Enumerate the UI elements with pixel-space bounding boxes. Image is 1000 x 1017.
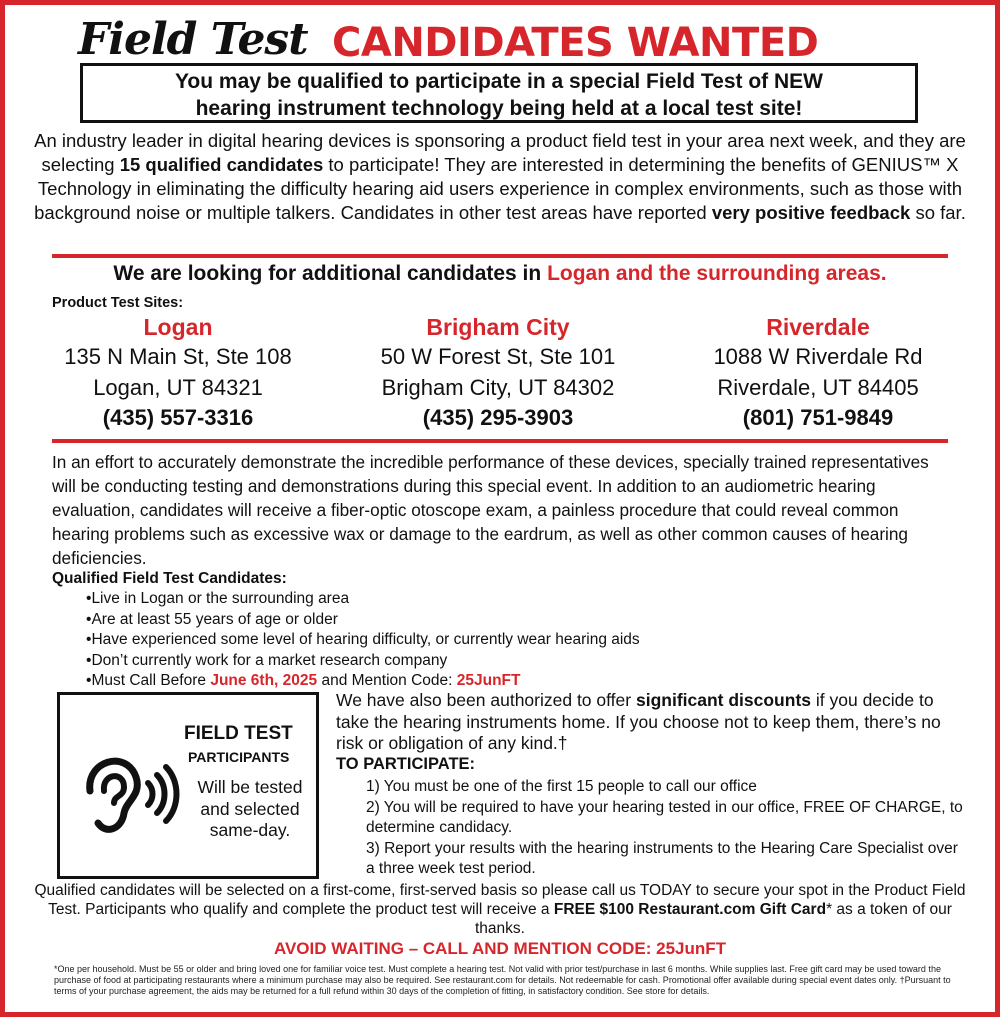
divider-bottom bbox=[52, 439, 948, 443]
badge-body: Will be tested and selected same-day. bbox=[197, 777, 303, 840]
site-riverdale bbox=[668, 313, 968, 433]
looking-heading bbox=[30, 262, 970, 286]
site-street: 135 N Main St, Ste 108 bbox=[64, 344, 292, 369]
closing-paragraph bbox=[30, 881, 970, 938]
site-phone[interactable]: (435) 295-3903 bbox=[422, 405, 574, 430]
deadline-date: June 6th, 2025 bbox=[210, 672, 318, 689]
intro-text-3: so far. bbox=[910, 202, 966, 223]
deadline-code: 25JunFT bbox=[456, 672, 521, 689]
site-logan bbox=[28, 313, 328, 433]
intro-paragraph bbox=[30, 129, 970, 225]
qualify-new-word: NEW bbox=[774, 70, 823, 93]
site-citystate: Brigham City, UT 84302 bbox=[381, 375, 615, 400]
list-item: • Are at least 55 years of age or older bbox=[86, 610, 640, 631]
intro-bold-1: 15 qualified candidates bbox=[119, 154, 324, 175]
discount-text-2: if you decide to take the hearing instruments home. If you choose not to keep them, there’s no risk or obligation of any kind.† bbox=[336, 690, 941, 753]
intro-text-1: An industry leader in digital hearing devices is sponsoring a product field test in your area next week, and they are selecting bbox=[34, 130, 966, 175]
intro-bold-2: very positive feedback bbox=[711, 202, 911, 223]
qualify-box bbox=[80, 63, 918, 123]
product-test-sites-label: Product Test Sites: bbox=[52, 295, 184, 311]
participation-steps bbox=[366, 777, 966, 880]
list-item: 3) Report your results with the hearing instruments to the Hearing Care Specialist over a three week test period. bbox=[366, 839, 958, 877]
site-phone[interactable]: (435) 557-3316 bbox=[102, 405, 254, 430]
fine-print: *One per household. Must be 55 or older and bring loved one for familiar voice test. Must complete a hearing test. Not valid with prior test/purchase in last 6 months. While supplies last. Free gift card may be used toward the purchase of food at participating restaurants where a minimum purchase may also be required. See restaurant.com for details. Not redeemable for cash. Promotional offer available during special event dates only. †Pursuant to terms of your purchase agreement, the aids may be returned for a full refund within 30 days of the completion of fitting, in satisfactory condition. See store for details. bbox=[54, 964, 951, 996]
deadline-pre: Must Call Before bbox=[91, 672, 211, 689]
qualify-line-1-text: You may be qualified to participate in a special Field Test of bbox=[174, 70, 774, 93]
badge-title: FIELD TEST bbox=[184, 723, 293, 744]
qualified-candidates-label: Qualified Field Test Candidates: bbox=[52, 570, 287, 587]
list-item: • Have experienced some level of hearing difficulty, or currently wear hearing aids bbox=[86, 630, 640, 651]
divider-top bbox=[52, 254, 948, 258]
intro-text-2: to participate! They are interested in determining the benefits of GENIUS™ X Technology in eliminating the difficulty hearing aid users experience in complex environments, such as those with background noise or multiple talkers. Candidates in other test areas have reported bbox=[34, 154, 963, 223]
header bbox=[0, 14, 1000, 66]
looking-text: We are looking for additional candidates in bbox=[113, 262, 548, 285]
looking-area: Logan and the surrounding areas. bbox=[547, 262, 887, 285]
site-city: Brigham City bbox=[426, 314, 570, 340]
site-brigham-city bbox=[348, 313, 648, 433]
candidates-wanted-headline: CANDIDATES WANTED bbox=[332, 20, 819, 66]
deadline-mid: and Mention Code: bbox=[317, 672, 457, 689]
qualify-line-1 bbox=[83, 68, 915, 95]
closing-text-1: Qualified candidates will be selected on a first-come, first-served basis so please call us TODAY to secure your spot in the Product Field Test. Participants who qualify and complete the product test will receive a bbox=[34, 882, 966, 918]
gift-card-offer: FREE $100 Restaurant.com Gift Card bbox=[553, 901, 827, 918]
field-test-script-title: Field Test bbox=[78, 14, 308, 65]
effort-paragraph: In an effort to accurately demonstrate the incredible performance of these devices, specially trained representatives will be conducting testing and demonstrations during this special event. In addition to an audiometric hearing evaluation, candidates will receive a fiber-optic otoscope exam, a painless procedure that could reveal common hearing problems such as excessive wax or damage to the eardrum, as well as other common causes of hearing deficiencies. bbox=[52, 452, 929, 568]
site-phone[interactable]: (801) 751-9849 bbox=[742, 405, 894, 430]
requirements-list bbox=[86, 589, 640, 692]
badge-subtitle: PARTICIPANTS bbox=[188, 749, 290, 765]
list-item: 2) You will be required to have your hearing tested in our office, FREE OF CHARGE, to determine candidacy. bbox=[366, 798, 963, 836]
site-citystate: Logan, UT 84321 bbox=[93, 375, 263, 400]
site-street: 1088 W Riverdale Rd bbox=[713, 344, 923, 369]
discount-paragraph bbox=[336, 690, 956, 755]
discount-bold: significant discounts bbox=[635, 690, 812, 710]
to-participate-heading: TO PARTICIPATE: bbox=[336, 755, 476, 773]
site-city: Logan bbox=[143, 314, 213, 340]
qualify-line-2: hearing instrument technology being held at a local test site! bbox=[195, 97, 803, 120]
site-citystate: Riverdale, UT 84405 bbox=[717, 375, 919, 400]
list-item-deadline bbox=[86, 671, 640, 692]
site-street: 50 W Forest St, Ste 101 bbox=[380, 344, 616, 369]
avoid-waiting-callout: AVOID WAITING – CALL AND MENTION CODE: 25JunFT bbox=[273, 939, 727, 958]
site-city: Riverdale bbox=[766, 314, 870, 340]
list-item: • Live in Logan or the surrounding area bbox=[86, 589, 640, 610]
discount-text-1: We have also been authorized to offer bbox=[336, 690, 636, 710]
list-item: 1) You must be one of the first 15 people to call our office bbox=[366, 778, 757, 795]
field-test-badge bbox=[57, 692, 319, 879]
ear-sound-icon bbox=[68, 739, 180, 849]
list-item: • Don’t currently work for a market research company bbox=[86, 651, 640, 672]
closing-text-2: * as a token of our thanks. bbox=[475, 901, 952, 937]
